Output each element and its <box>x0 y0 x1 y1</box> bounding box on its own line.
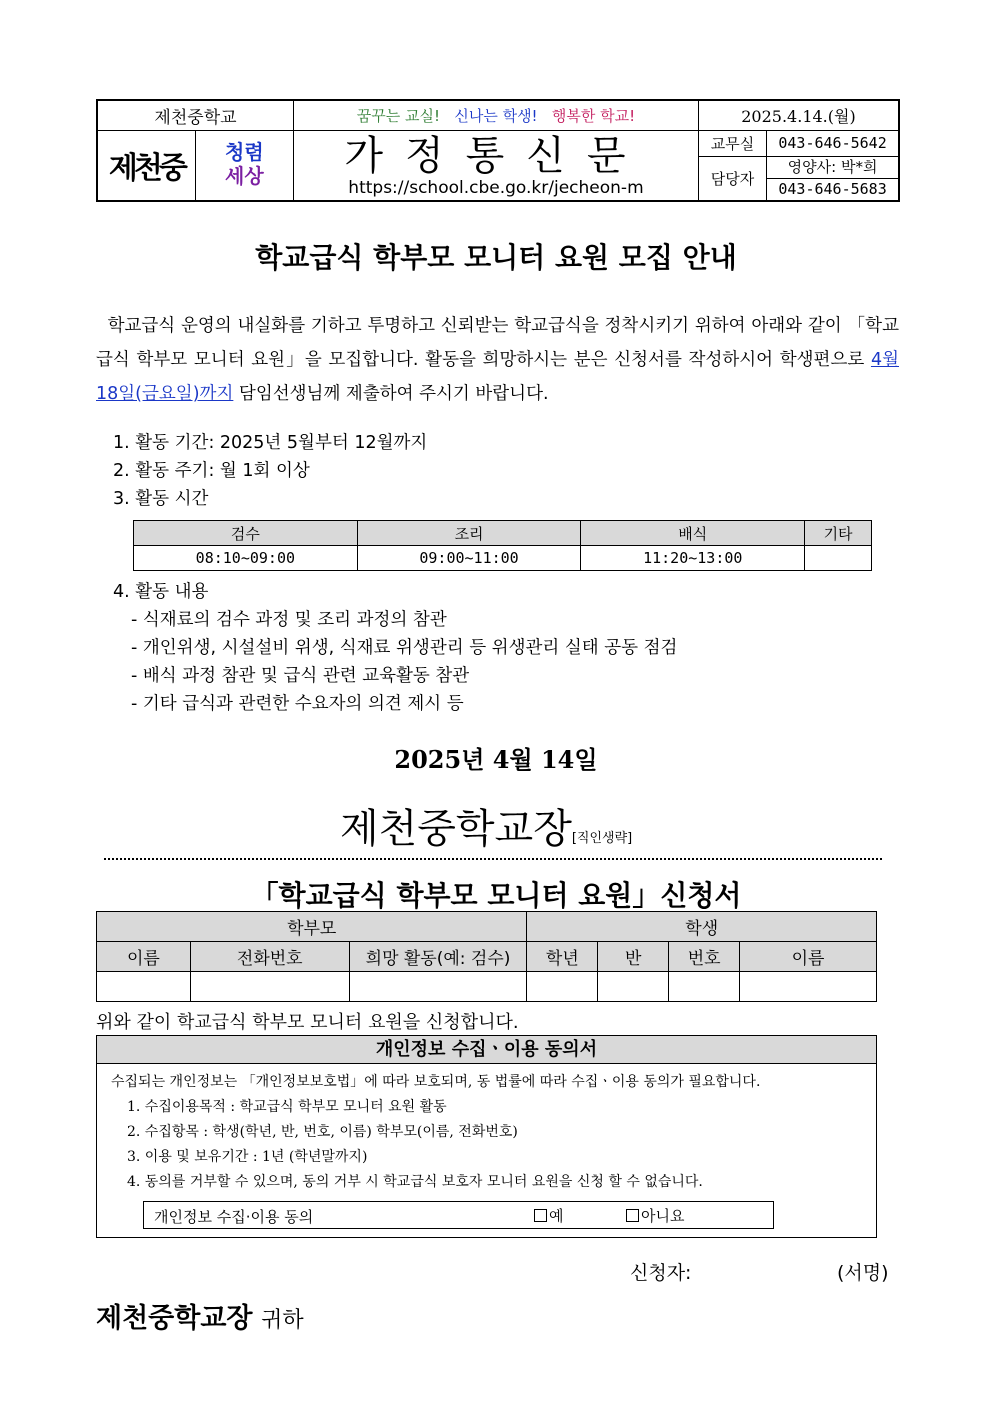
group-parent: 학부모 <box>97 912 527 942</box>
addressee-name: 제천중학교장 <box>96 1303 253 1334</box>
time-header-cooking: 조리 <box>357 521 581 546</box>
school-url[interactable]: https://school.cbe.go.kr/jecheon-m <box>348 178 644 198</box>
integrity-logo <box>195 130 293 201</box>
intro-paragraph <box>96 309 899 411</box>
school-name: 제천중학교 <box>97 100 293 130</box>
col-class: 반 <box>598 942 669 972</box>
privacy-title: 개인정보 수집ㆍ이용 동의서 <box>97 1036 876 1064</box>
time-header-serving: 배식 <box>581 521 805 546</box>
intro-text-b: 담임선생님께 제출하여 주시기 바랍니다. <box>233 384 549 404</box>
charge-info <box>767 156 899 201</box>
time-value-inspection: 08:10~09:00 <box>134 546 358 571</box>
newsletter-title-cell <box>293 130 698 201</box>
applicant-label: 신청자: <box>630 1262 692 1284</box>
col-number: 번호 <box>669 942 740 972</box>
seal-note: [직인생략] <box>571 831 633 846</box>
charge-label: 담당자 <box>698 156 766 201</box>
input-phone[interactable] <box>190 972 349 1002</box>
checkbox-yes[interactable] <box>534 1209 547 1222</box>
office-label: 교무실 <box>698 130 766 156</box>
input-grade[interactable] <box>527 972 598 1002</box>
slogan <box>293 100 698 130</box>
activity-item: - 배식 과정 참관 및 급식 관련 교육활동 참관 <box>131 666 470 686</box>
col-grade: 학년 <box>527 942 598 972</box>
input-number[interactable] <box>669 972 740 1002</box>
cut-line <box>104 858 882 860</box>
consent-yes[interactable] <box>534 1205 564 1226</box>
deadline-highlight: 4월 18일(금요일)까지 <box>96 350 899 404</box>
time-header-inspection: 검수 <box>134 521 358 546</box>
consent-row <box>143 1201 774 1229</box>
list-item-time: 3. 활동 시간 <box>113 489 209 509</box>
time-value-other <box>805 546 872 571</box>
slogan-part-1: 꿈꾸는 교실! <box>356 106 441 125</box>
office-tel: 043-646-5642 <box>767 130 899 156</box>
col-student-name: 이름 <box>740 942 877 972</box>
application-table <box>96 911 877 1002</box>
privacy-body <box>97 1064 876 1195</box>
charge-tel: 043-646-5683 <box>778 179 887 198</box>
col-activity: 희망 활동(예: 검수) <box>349 942 527 972</box>
activity-item: - 개인위생, 시설설비 위생, 식재료 위생관리 등 위생관리 실태 공동 점검 <box>131 638 678 658</box>
principal-name: 제천중학교장 <box>340 806 572 852</box>
consent-label: 개인정보 수집·이용 동의 <box>154 1208 314 1226</box>
privacy-item: 3. 이용 및 보유기간 : 1년 (학년말까지) <box>127 1149 368 1165</box>
privacy-item: 4. 동의를 거부할 수 있으며, 동의 거부 시 학교급식 보호자 모니터 요원을 신청 할 수 없습니다. <box>127 1174 703 1190</box>
time-value-cooking: 09:00~11:00 <box>357 546 581 571</box>
newsletter-header <box>96 99 900 202</box>
time-header-other: 기타 <box>805 521 872 546</box>
signature-label[interactable]: (서명) <box>837 1262 889 1284</box>
doc-title: 학교급식 학부모 모니터 요원 모집 안내 <box>255 241 737 274</box>
privacy-item: 2. 수집항목 : 학생(학년, 반, 번호, 이름) 학부모(이름, 전화번호) <box>127 1124 518 1140</box>
intro-text-a: 학교급식 운영의 내실화를 기하고 투명하고 신뢰받는 학교급식을 정착시키기 위하여 아래와 같이 「학교급식 학부모 모니터 요원」을 모집합니다. 활동을 희망하시는 분은 신청서를 작성하시어 학생편으로 <box>96 316 899 370</box>
application-note: 위와 같이 학교급식 학부모 모니터 요원을 신청합니다. <box>96 1012 519 1033</box>
integrity-logo-line2: 세상 <box>225 164 264 188</box>
input-class[interactable] <box>598 972 669 1002</box>
header-date: 2025.4.14.(월) <box>698 100 899 130</box>
newsletter-title: 가정통신문 <box>344 133 648 179</box>
time-value-serving: 11:20~13:00 <box>581 546 805 571</box>
col-parent-name: 이름 <box>97 942 191 972</box>
consent-yes-label: 예 <box>549 1207 564 1225</box>
activity-list <box>113 429 427 513</box>
activity-content <box>113 578 677 718</box>
slogan-part-3: 행복한 학교! <box>551 106 636 125</box>
integrity-logo-line1: 청렴 <box>225 140 264 164</box>
issue-date: 2025년 4월 14일 <box>394 745 598 774</box>
application-title: 「학교급식 학부모 모니터 요원」신청서 <box>250 879 742 912</box>
slogan-part-2: 신나는 학생! <box>454 106 538 125</box>
consent-no-label: 아니요 <box>641 1207 685 1225</box>
school-logo-mark: 제천중 <box>108 151 184 186</box>
addressee-suffix: 귀하 <box>261 1308 304 1333</box>
time-table <box>133 520 872 571</box>
list-item-period: 1. 활동 기간: 2025년 5월부터 12월까지 <box>113 433 428 453</box>
group-student: 학생 <box>527 912 877 942</box>
privacy-item: 1. 수집이용목적 : 학교급식 학부모 모니터 요원 활동 <box>127 1099 447 1115</box>
input-parent-name[interactable] <box>97 972 191 1002</box>
activity-item: - 식재료의 검수 과정 및 조리 과정의 참관 <box>131 610 447 630</box>
input-activity[interactable] <box>349 972 527 1002</box>
activity-item: - 기타 급식과 관련한 수요자의 의견 제시 등 <box>131 694 464 714</box>
school-logo <box>97 130 195 201</box>
addressee <box>96 1296 304 1335</box>
list-item-frequency: 2. 활동 주기: 월 1회 이상 <box>113 461 310 481</box>
principal-sign <box>340 797 632 854</box>
consent-no[interactable] <box>626 1205 684 1226</box>
privacy-intro: 수집되는 개인정보는 「개인정보보호법」에 따라 보호되며, 동 법률에 따라 수집ㆍ이용 동의가 필요합니다. <box>111 1074 761 1090</box>
checkbox-no[interactable] <box>626 1209 639 1222</box>
list-item-content: 4. 활동 내용 <box>113 582 209 602</box>
col-phone: 전화번호 <box>190 942 349 972</box>
input-student-name[interactable] <box>740 972 877 1002</box>
charge-name: 영양사: 박*희 <box>767 157 898 179</box>
